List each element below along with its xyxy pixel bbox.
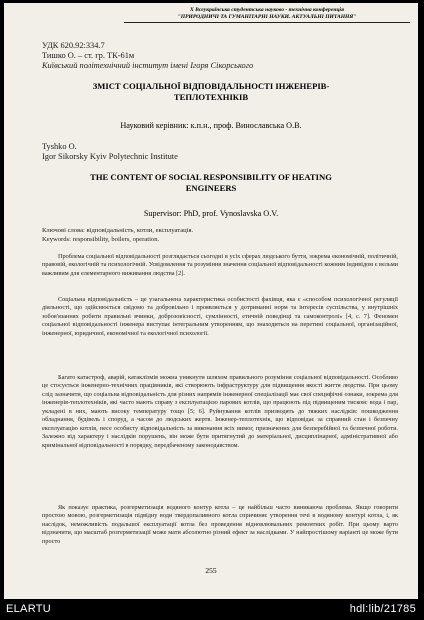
footer-handle-link[interactable]: hdl:lib/21785 bbox=[349, 603, 416, 615]
title-ua-text: ЗМІСТ СОЦІАЛЬНОЇ ВІДПОВІДАЛЬНОСТІ ІНЖЕНЕРІВ-ТЕПЛОТЕХНІКІВ bbox=[92, 81, 330, 102]
paragraph-2: Соціальна відповідальність – це узагальнена характеристика особистості фахівця, яка є «способом психологічної регуляції діяльності, що здійснюється свідомо та добровільно і проявляється у дотриманні норм та інтересів суспільства, у внутрішніх зобов'язаннях робити правильні вчинки, доброзовісності, сумлінності, етичній поведінці та самоконтролі» [4, с. 7]. Феномен соціальної відповідальності інженера виступає інтегральним утворенням, що знаходиться на перетині соціальної, організаційної, інженерної, юридичної, економічної та екологічної психології. bbox=[42, 296, 398, 337]
institute-ua: Київський політехнічний інститут імені Ігоря Сікорського bbox=[42, 61, 254, 70]
keywords-ua: Ключові слова: відповідальність, котли, експлуатація. bbox=[42, 227, 194, 234]
supervisor-en: Supervisor: PhD, prof. Vynoslavska O.V. bbox=[143, 209, 279, 218]
title-en bbox=[4, 172, 418, 193]
title-ua bbox=[4, 81, 418, 102]
udc-code: УДК 620.92:334.7 bbox=[42, 41, 105, 50]
paragraph-1: Проблема соціальної відповідальності розглядається сьогодні в усіх сферах людського буття, зокрема економічній, політичній, правовій, екологічній та психологічній. Усвідомлення та розуміння значення соціальної відповідальності кожним індивідом є вельми важливим для елементарного виживання людства [2]. bbox=[42, 253, 398, 277]
paragraph-4: Як показує практика, розгерметизація водяного контур котла – це найбільш часто виникаюча проблема. Якщо говорити простою мовою, розгерметизація підвідну води твердопаливного котла спричиняє утворення течі в водяному контурі котла, і, як наслідок, неможливість подальшої експлуатації котла без проведення відновлювальних ремонтних робіт. При цьому варто відзначити, що масштаб розгерметизації може мати абсолютно різний ефект за наслідками. У найпростішому варіанті це може бути просто bbox=[42, 504, 398, 545]
author-ua: Тишко О. – ст. гр. ТК-61м bbox=[42, 51, 135, 60]
footer-repository-name: ELARTU bbox=[6, 603, 51, 615]
conference-line-2: "ПРИРОДНИЧІ ТА ГУМАНІТАРНІ НАУКИ. АКТУАЛЬНІ ПИТАННЯ" bbox=[177, 14, 357, 20]
conference-header bbox=[124, 7, 410, 21]
institute-en: Igor Sikorsky Kyiv Polytechnic Institute bbox=[42, 152, 178, 161]
supervisor-ua: Науковий керівник: к.п.н., проф. Винославська О.В. bbox=[120, 121, 302, 130]
page-number: 255 bbox=[205, 566, 217, 575]
conference-line-1: X Всеукраїнська студентська науково - технічна конференція bbox=[190, 7, 344, 13]
header-rule bbox=[124, 22, 410, 23]
title-en-text: THE CONTENT OF SOCIAL RESPONSIBILITY OF HEATING ENGINEERS bbox=[90, 172, 332, 193]
document-page bbox=[4, 3, 418, 599]
paragraph-3: Багато катастроф, аварій, катаклізмів можна уникнути шляхом правильного розуміння соціальної відповідальності. Особливо це стосується інженерно-технічних працівників, які створюють інфраструктуру для підвищення якості життя людства. При цьому слід зазначити, що соціальна відповідальність для різних напрямів інженерної спеціалізації має свої специфічні ознаки, зокрема для інженерів-теплотехніків, які часто мають справу з експлуатацією парових котлів, що працюють під підвищеним тиском: вода і пар, укладені в них, мають високу температуру тощо [5; 6]. Руйнування котлів призводять до тяжких наслідків: пошкодження обладнання, будівель і споруд, а часом до людських жертв. Інженер-теплотехнік, що відповідає за справний стан і безпечну експлуатацію котлів, несе особисту відповідальність за виконання всіх вимог, призначених для безперебійної та безпечної роботи. Залежно від характеру і наслідків порушень, він може бути притягнутий до матеріальної, дисциплінарної, адміністративної або кримінальної відповідальності в порядку, передбаченому законодавством. bbox=[42, 374, 398, 449]
author-en: Tyshko O. bbox=[42, 142, 77, 151]
keywords-en: Keywords: responsibility, boilers, operation. bbox=[42, 236, 160, 243]
